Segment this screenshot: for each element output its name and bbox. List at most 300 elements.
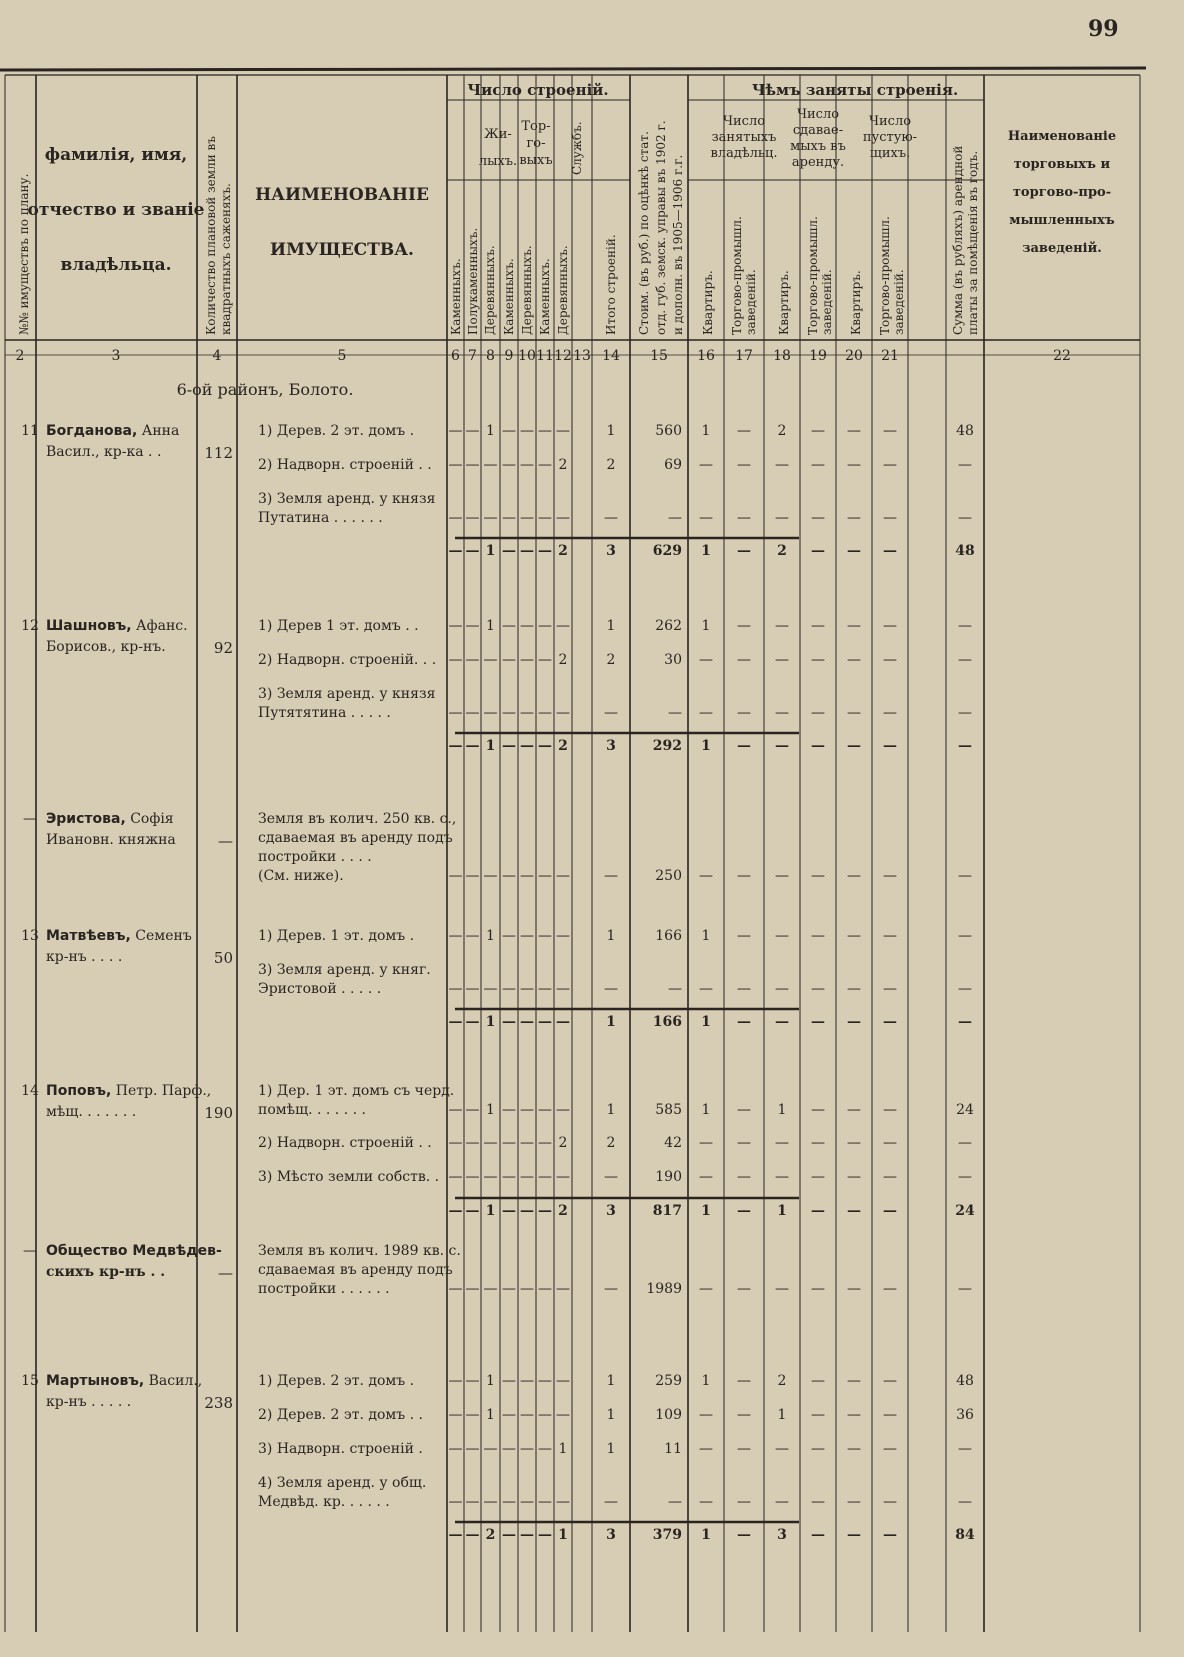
item-value: — (520, 652, 534, 668)
item-value: — (847, 1102, 861, 1118)
item-value: — (847, 1407, 861, 1423)
item-value: — (737, 457, 751, 473)
header-valuation: отд. губ. земск. управы въ 1902 г. (654, 120, 668, 335)
total-value: — (883, 738, 897, 754)
item-value: — (448, 981, 463, 997)
total-value: — (448, 543, 463, 559)
total-value: — (737, 1527, 751, 1543)
top-rule (0, 68, 1146, 70)
item-value: — (556, 868, 570, 884)
total-value: — (448, 1203, 463, 1219)
item-value: 190 (655, 1169, 682, 1185)
item-value: — (502, 1373, 516, 1389)
item-value: — (604, 510, 618, 526)
item-value: — (737, 705, 751, 721)
total-value: 3 (606, 543, 616, 559)
item-value: — (520, 1135, 534, 1151)
item-value: — (556, 1407, 570, 1423)
item-value: — (502, 868, 516, 884)
item-value: — (556, 1373, 570, 1389)
item-value: — (483, 457, 498, 473)
item-value: — (502, 1494, 516, 1510)
total-value: — (502, 1014, 516, 1030)
item-value: — (556, 1102, 570, 1118)
item-value: — (811, 457, 825, 473)
item-value: 48 (956, 423, 974, 439)
item-value: — (847, 1135, 861, 1151)
item-value: — (520, 1281, 534, 1297)
header-trade-est: заведеній. (892, 269, 906, 335)
owner-name: Богданова, Анна (46, 423, 180, 439)
total-value: — (811, 1014, 825, 1030)
item-value: 24 (956, 1102, 974, 1118)
item-value: — (448, 1281, 463, 1297)
property-item: постройки . . . . . . (258, 1281, 390, 1297)
land-area: — (218, 1264, 233, 1282)
item-value: — (883, 1169, 897, 1185)
property-item: 3) Земля аренд. у князя (258, 491, 436, 507)
total-value: 1 (606, 1014, 616, 1030)
total-value: 2 (485, 1527, 496, 1543)
item-value: — (737, 1441, 751, 1457)
column-number: 20 (845, 348, 863, 364)
property-item: Путятятина . . . . . (258, 705, 391, 721)
item-value: 166 (655, 928, 682, 944)
item-value: — (483, 510, 498, 526)
total-value: — (811, 1527, 825, 1543)
total-value: — (775, 1014, 789, 1030)
item-value: — (811, 1373, 825, 1389)
item-value: — (811, 1494, 825, 1510)
property-item: постройки . . . . (258, 849, 372, 865)
item-value: — (883, 457, 897, 473)
header-empty: щихъ. (869, 146, 911, 161)
header-owner: фамилія, имя, (44, 145, 188, 165)
item-value: 11 (664, 1441, 682, 1457)
header-use-group: Чѣмъ заняты строенія. (751, 81, 959, 99)
item-value: — (847, 457, 861, 473)
plan-number: 12 (21, 618, 39, 634)
item-value: 560 (655, 423, 682, 439)
property-item: Земля въ колич. 250 кв. с., (258, 811, 457, 827)
total-value: 1 (485, 738, 496, 754)
item-value: — (448, 510, 463, 526)
item-value: — (520, 868, 534, 884)
owner-name: Мартыновъ, Васил., (46, 1373, 203, 1389)
item-value: — (958, 457, 972, 473)
item-value: — (538, 652, 552, 668)
total-value: — (448, 1014, 463, 1030)
property-item: 1) Дер. 1 эт. домъ съ черд. (258, 1083, 455, 1099)
header-residential: лыхъ. (478, 154, 518, 169)
item-value: — (775, 981, 789, 997)
item-value: — (502, 1135, 516, 1151)
total-value: 3 (606, 1203, 616, 1219)
total-value: 3 (606, 738, 616, 754)
item-value: — (811, 1169, 825, 1185)
owner-name: Шашновъ, Афанс. (46, 618, 188, 634)
item-value: 69 (664, 457, 682, 473)
item-value: — (668, 705, 682, 721)
header-trade: го- (526, 136, 546, 151)
item-value: — (556, 423, 570, 439)
item-value: — (502, 652, 516, 668)
item-value: — (448, 1169, 463, 1185)
property-item: Путатина . . . . . . (258, 510, 383, 526)
item-value: — (737, 1373, 751, 1389)
item-value: — (699, 868, 713, 884)
column-number: 21 (881, 348, 899, 364)
item-value: — (520, 618, 534, 634)
item-value: 1 (606, 928, 616, 944)
header-trade-est: заведеній. (820, 269, 834, 335)
total-value: — (465, 1014, 480, 1030)
item-value: — (502, 981, 516, 997)
item-value: — (483, 1169, 498, 1185)
item-value: — (883, 868, 897, 884)
property-item: помѣщ. . . . . . . (258, 1102, 366, 1118)
item-value: — (811, 1281, 825, 1297)
column-number: 18 (773, 348, 791, 364)
header-material: Каменныхъ. (538, 258, 552, 335)
header-rented: аренду. (791, 155, 845, 170)
item-value: — (448, 1102, 463, 1118)
item-value: — (520, 705, 534, 721)
plan-number: 13 (21, 928, 39, 944)
item-value: — (604, 868, 618, 884)
item-value: — (538, 510, 552, 526)
item-value: 2 (558, 652, 568, 668)
property-item: 3) Мѣсто земли собств. . (258, 1169, 440, 1185)
item-value: — (520, 1441, 534, 1457)
total-value: — (556, 1014, 570, 1030)
header-buildings-group: Число строеній. (467, 81, 609, 99)
total-value: — (737, 543, 751, 559)
item-value: — (520, 1494, 534, 1510)
total-value: 2 (558, 1203, 568, 1219)
property-item: Эристовой . . . . . (258, 981, 382, 997)
header-occupied: Число (722, 114, 766, 129)
item-value: — (883, 1281, 897, 1297)
item-value: 1 (606, 618, 616, 634)
total-value: — (465, 543, 480, 559)
total-value: 1 (701, 543, 711, 559)
total-value: — (811, 543, 825, 559)
item-value: 1 (606, 1102, 616, 1118)
item-value: — (483, 1135, 498, 1151)
column-number: 11 (536, 348, 554, 364)
item-value: — (502, 1169, 516, 1185)
item-value: — (502, 423, 516, 439)
item-value: 1 (701, 1373, 711, 1389)
item-value: — (699, 1441, 713, 1457)
item-value: 1 (606, 1407, 616, 1423)
header-apartments: Квартиръ. (849, 270, 863, 335)
item-value: — (699, 457, 713, 473)
header-rented: сдавае- (792, 123, 844, 138)
item-value: — (737, 652, 751, 668)
item-value: — (811, 705, 825, 721)
land-area: 50 (213, 949, 233, 967)
total-value: — (737, 1014, 751, 1030)
item-value: — (538, 1281, 552, 1297)
total-value: 2 (558, 738, 568, 754)
item-value: — (847, 1441, 861, 1457)
total-value: — (520, 543, 534, 559)
header-trade: выхъ (519, 153, 553, 168)
item-value: — (538, 1494, 552, 1510)
header-material: Каменныхъ. (449, 258, 463, 335)
total-value: — (448, 1527, 463, 1543)
item-value: — (958, 1494, 972, 1510)
item-value: — (556, 618, 570, 634)
item-value: — (502, 1102, 516, 1118)
total-value: 1 (701, 1527, 711, 1543)
item-value: — (737, 1135, 751, 1151)
header-establishments: торговыхъ и (1013, 157, 1111, 172)
item-value: — (699, 1135, 713, 1151)
item-value: 48 (956, 1373, 974, 1389)
item-value: — (811, 510, 825, 526)
property-item: 2) Надворн. строеній . . (258, 457, 432, 473)
item-value: — (737, 618, 751, 634)
item-value: — (883, 618, 897, 634)
header-trade-est: Торгово-промышл. (878, 216, 892, 335)
column-number: 10 (518, 348, 536, 364)
item-value: — (775, 868, 789, 884)
header-rent-sum: Сумма (въ рубляхъ) арендной (951, 145, 965, 335)
item-value: — (847, 928, 861, 944)
item-value: — (883, 705, 897, 721)
item-value: — (556, 928, 570, 944)
total-value: 3 (777, 1527, 787, 1543)
column-number: 9 (504, 348, 514, 364)
item-value: — (811, 928, 825, 944)
total-value: — (737, 738, 751, 754)
item-value: — (737, 1494, 751, 1510)
item-value: 1 (558, 1441, 568, 1457)
header-establishments: заведеній. (1022, 241, 1102, 256)
item-value: — (604, 705, 618, 721)
item-value: 259 (655, 1373, 682, 1389)
item-value: — (847, 1281, 861, 1297)
item-value: — (483, 1441, 498, 1457)
total-value: — (538, 543, 552, 559)
item-value: — (465, 457, 480, 473)
item-value: — (775, 652, 789, 668)
item-value: 250 (655, 868, 682, 884)
item-value: — (538, 868, 552, 884)
item-value: — (448, 928, 463, 944)
item-value: — (958, 652, 972, 668)
item-value: — (448, 1407, 463, 1423)
item-value: — (520, 1373, 534, 1389)
item-value: — (483, 705, 498, 721)
item-value: — (448, 457, 463, 473)
header-residential: Жи- (484, 127, 512, 142)
item-value: — (775, 1281, 789, 1297)
total-value: 379 (652, 1527, 682, 1543)
total-value: 1 (558, 1527, 568, 1543)
item-value: — (737, 423, 751, 439)
total-value: — (811, 1203, 825, 1219)
total-value: — (465, 1203, 480, 1219)
header-land-area: квадратныхъ саженяхъ. (219, 183, 233, 335)
item-value: — (847, 1169, 861, 1185)
total-value: — (520, 1014, 534, 1030)
column-number: 6 (451, 348, 460, 364)
header-owner: владѣльца. (60, 255, 172, 275)
header-material: Деревянныхъ. (556, 245, 570, 335)
total-value: 1 (485, 543, 496, 559)
total-value: — (811, 738, 825, 754)
item-value: — (737, 510, 751, 526)
item-value: — (604, 1281, 618, 1297)
column-number: 15 (650, 348, 668, 364)
item-value: — (483, 868, 498, 884)
item-value: — (668, 1494, 682, 1510)
property-item: 2) Надворн. строеній. . . (258, 652, 437, 668)
header-apartments: Квартиръ. (701, 270, 715, 335)
property-item: 1) Дерев. 2 эт. домъ . (258, 1373, 415, 1389)
column-number: 19 (809, 348, 827, 364)
header-rented: мыхъ въ (790, 139, 846, 154)
total-value: — (883, 543, 897, 559)
item-value: — (958, 1441, 972, 1457)
item-value: — (556, 510, 570, 526)
property-item: 3) Земля аренд. у князя (258, 686, 436, 702)
item-value: — (699, 1407, 713, 1423)
total-value: 1 (701, 1014, 711, 1030)
item-value: — (483, 1494, 498, 1510)
column-number: 8 (486, 348, 495, 364)
total-value: 292 (652, 738, 682, 754)
header-material: Полукаменныхъ. (466, 227, 480, 335)
header-material: Деревянныхъ. (483, 245, 497, 335)
column-number: 3 (111, 348, 121, 364)
land-area: — (218, 832, 233, 850)
item-value: 1 (777, 1407, 787, 1423)
header-valuation: и дополн. въ 1905—1906 г.г. (671, 154, 685, 335)
item-value: — (604, 981, 618, 997)
item-value: — (883, 1441, 897, 1457)
column-number: 7 (468, 348, 477, 364)
owner-line2: скихъ кр-нъ . . (46, 1264, 166, 1280)
property-item: 1) Дерев. 2 эт. домъ . (258, 423, 415, 439)
header-plan-number: №№ имуществъ по плану. (17, 173, 31, 335)
item-value: — (538, 457, 552, 473)
header-material: Каменныхъ. (502, 258, 516, 335)
item-value: — (958, 981, 972, 997)
total-value: — (847, 543, 861, 559)
item-value: — (465, 705, 480, 721)
total-value: — (448, 738, 463, 754)
item-value: — (520, 1169, 534, 1185)
item-value: — (520, 981, 534, 997)
header-service: Службъ. (570, 121, 584, 175)
plan-number: — (23, 811, 37, 827)
item-value: 1 (486, 1373, 495, 1389)
item-value: — (883, 981, 897, 997)
property-item: сдаваемая въ аренду подъ (258, 1262, 453, 1278)
item-value: — (538, 928, 552, 944)
item-value: 1 (486, 1102, 495, 1118)
total-value: 2 (777, 543, 787, 559)
column-number: 14 (602, 348, 620, 364)
item-value: 2 (777, 1373, 787, 1389)
total-value: 166 (652, 1014, 682, 1030)
total-value: — (883, 1203, 897, 1219)
header-establishments: мышленныхъ (1009, 213, 1115, 228)
total-value: — (883, 1014, 897, 1030)
land-area: 92 (213, 639, 233, 657)
item-value: — (465, 1169, 480, 1185)
item-value: — (465, 1407, 480, 1423)
total-value: — (538, 1203, 552, 1219)
total-value: — (502, 543, 516, 559)
item-value: — (538, 705, 552, 721)
item-value: — (883, 652, 897, 668)
item-value: 262 (655, 618, 682, 634)
item-value: — (520, 1407, 534, 1423)
item-value: — (811, 1135, 825, 1151)
property-item: Медвѣд. кр. . . . . . (258, 1494, 390, 1510)
column-number: 2 (15, 348, 25, 364)
total-value: — (847, 1014, 861, 1030)
item-value: — (448, 618, 463, 634)
total-value: — (465, 1527, 480, 1543)
item-value: — (520, 928, 534, 944)
header-occupied: занятыхъ (711, 130, 777, 145)
item-value: — (883, 928, 897, 944)
header-trade-est: Торгово-промышл. (730, 216, 744, 335)
item-value: — (883, 1373, 897, 1389)
item-value: — (520, 1102, 534, 1118)
item-value: 1 (606, 1373, 616, 1389)
item-value: 1 (486, 618, 495, 634)
page-number: 99 (1088, 16, 1119, 42)
total-value: — (502, 1527, 516, 1543)
item-value: — (538, 1102, 552, 1118)
item-value: — (737, 1169, 751, 1185)
item-value: — (699, 652, 713, 668)
property-item: 2) Надворн. строеній . . (258, 1135, 432, 1151)
item-value: — (847, 1373, 861, 1389)
item-value: — (502, 510, 516, 526)
item-value: 30 (664, 652, 682, 668)
property-item: сдаваемая въ аренду подъ (258, 830, 453, 846)
item-value: 1989 (646, 1281, 682, 1297)
item-value: — (883, 1407, 897, 1423)
item-value: 2 (606, 457, 616, 473)
total-value: 1 (777, 1203, 787, 1219)
total-value: — (538, 1527, 552, 1543)
item-value: — (502, 457, 516, 473)
item-value: 42 (664, 1135, 682, 1151)
total-value: — (847, 1203, 861, 1219)
item-value: — (847, 868, 861, 884)
item-value: — (847, 981, 861, 997)
item-value: — (699, 1169, 713, 1185)
item-value: — (465, 618, 480, 634)
item-value: — (538, 981, 552, 997)
item-value: — (502, 1407, 516, 1423)
item-value: — (465, 1373, 480, 1389)
item-value: — (448, 1135, 463, 1151)
header-property: ИМУЩЕСТВА. (270, 240, 414, 260)
total-value: 1 (701, 1203, 711, 1219)
header-establishments: Наименованіе (1007, 129, 1117, 144)
